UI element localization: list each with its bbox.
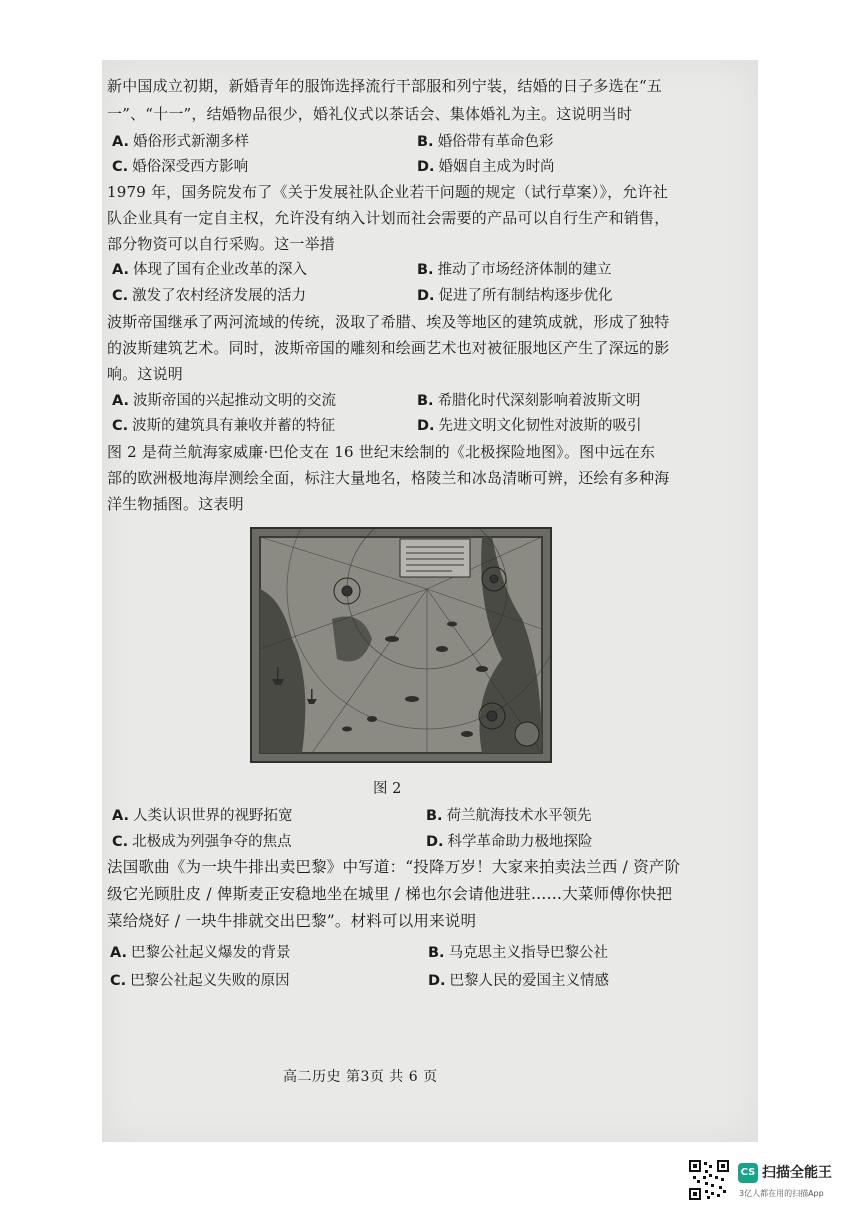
option-letter: A. bbox=[110, 945, 127, 961]
option-text: 婚俗深受西方影响 bbox=[132, 159, 249, 175]
q3-option-b[interactable] bbox=[417, 391, 641, 411]
option-letter: A. bbox=[112, 393, 129, 409]
camscanner-logo: CS bbox=[738, 1163, 758, 1183]
option-text: 波斯的建筑具有兼收并蓄的特征 bbox=[132, 418, 336, 434]
option-text: 婚俗带有革命色彩 bbox=[437, 134, 554, 150]
q1-option-b[interactable] bbox=[417, 132, 554, 152]
option-letter: D. bbox=[417, 418, 435, 434]
q2-option-a[interactable] bbox=[112, 260, 307, 280]
option-letter: B. bbox=[428, 945, 445, 961]
q2-option-b[interactable] bbox=[417, 260, 612, 280]
q5-option-d[interactable] bbox=[428, 971, 609, 991]
q3-stem-line-3: 响。这说明 bbox=[107, 365, 184, 383]
option-letter: D. bbox=[426, 834, 444, 850]
option-text: 婚俗形式新潮多样 bbox=[133, 134, 249, 150]
q2-option-d[interactable] bbox=[417, 286, 613, 306]
option-letter: B. bbox=[417, 134, 434, 150]
q3-option-a[interactable] bbox=[112, 391, 336, 411]
q1-stem-line-2: 一”、“十一”，结婚物品很少，婚礼仪式以茶话会、集体婚礼为主。这说明当时 bbox=[107, 105, 633, 123]
qr-code-icon bbox=[689, 1160, 729, 1200]
q1-stem-line-1: 新中国成立初期，新婚青年的服饰选择流行干部服和列宁装，结婚的日子多选在“五 bbox=[107, 77, 663, 95]
q5-stem-line-1: 法国歌曲《为一块牛排出卖巴黎》中写道：“投降万岁！大家来拍卖法兰西 / 资产阶 bbox=[107, 858, 681, 876]
q5-stem-line-3: 菜给烧好 / 一块牛排就交出巴黎”。材料可以用来说明 bbox=[107, 912, 477, 930]
q1-option-d[interactable] bbox=[417, 157, 555, 177]
q4-stem-line-2: 部的欧洲极地海岸测绘全面，标注大量地名，格陵兰和冰岛清晰可辨，还绘有多种海 bbox=[107, 469, 670, 487]
option-text: 婚姻自主成为时尚 bbox=[438, 159, 555, 175]
q5-option-a[interactable] bbox=[110, 943, 291, 963]
option-text: 推动了市场经济体制的建立 bbox=[437, 262, 612, 278]
option-text: 激发了农村经济发展的活力 bbox=[132, 288, 307, 304]
option-text: 巴黎人民的爱国主义情感 bbox=[449, 973, 610, 989]
q4-option-d[interactable] bbox=[426, 832, 593, 852]
option-text: 北极成为列强争夺的焦点 bbox=[132, 834, 292, 850]
option-text: 促进了所有制结构逐步优化 bbox=[438, 288, 613, 304]
page-footer: 高二历史 第3页 共 6 页 bbox=[283, 1069, 438, 1085]
q1-option-c[interactable] bbox=[112, 157, 248, 177]
option-letter: C. bbox=[112, 418, 129, 434]
q4-option-a[interactable] bbox=[112, 806, 293, 826]
arctic-map-illustration bbox=[250, 527, 552, 763]
q4-stem-line-1: 图 2 是荷兰航海家威廉·巴伦支在 16 世纪末绘制的《北极探险地图》。图中远在东 bbox=[107, 443, 656, 461]
q2-stem-line-1: 1979 年，国务院发布了《关于发展社队企业若干问题的规定（试行草案）》，允许社 bbox=[107, 183, 668, 201]
q4-option-b[interactable] bbox=[426, 806, 592, 826]
camscanner-tagline: 3亿人都在用的扫描App bbox=[739, 1189, 824, 1198]
q2-stem-line-2: 队企业具有一定自主权，允许没有纳入计划而社会需要的产品可以自行生产和销售， bbox=[107, 209, 670, 227]
option-text: 希腊化时代深刻影响着波斯文明 bbox=[437, 393, 641, 409]
option-text: 科学革命助力极地探险 bbox=[447, 834, 593, 850]
option-letter: A. bbox=[112, 808, 129, 824]
q4-option-c[interactable] bbox=[112, 832, 292, 852]
q5-option-c[interactable] bbox=[110, 971, 290, 991]
option-letter: C. bbox=[112, 288, 129, 304]
q3-option-c[interactable] bbox=[112, 416, 335, 436]
option-letter: A. bbox=[112, 262, 129, 278]
option-text: 荷兰航海技术水平领先 bbox=[446, 808, 592, 824]
option-letter: C. bbox=[112, 159, 129, 175]
q3-stem-line-2: 的波斯建筑艺术。同时，波斯帝国的雕刻和绘画艺术也对被征服地区产生了深远的影 bbox=[107, 339, 670, 357]
option-letter: C. bbox=[112, 834, 129, 850]
map-drawing bbox=[252, 529, 550, 761]
q2-option-c[interactable] bbox=[112, 286, 306, 306]
q2-stem-line-3: 部分物资可以自行采购。这一举措 bbox=[107, 235, 336, 253]
option-text: 人类认识世界的视野拓宽 bbox=[133, 808, 293, 824]
q5-stem-line-2: 级它光顾肚皮 / 俾斯麦正安稳地坐在城里 / 梯也尔会请他进驻……大菜师傅你快把 bbox=[107, 885, 673, 903]
option-text: 波斯帝国的兴起推动文明的交流 bbox=[133, 393, 336, 409]
option-text: 马克思主义指导巴黎公社 bbox=[448, 945, 609, 961]
q1-option-a[interactable] bbox=[112, 132, 249, 152]
option-letter: D. bbox=[417, 159, 435, 175]
q5-option-b[interactable] bbox=[428, 943, 608, 963]
q3-option-d[interactable] bbox=[417, 416, 642, 436]
q3-stem-line-1: 波斯帝国继承了两河流域的传统，汲取了希腊、埃及等地区的建筑成就，形成了独特 bbox=[107, 313, 670, 331]
option-text: 先进文明文化韧性对波斯的吸引 bbox=[438, 418, 642, 434]
option-letter: B. bbox=[417, 262, 434, 278]
option-letter: B. bbox=[426, 808, 443, 824]
figure-caption: 图 2 bbox=[373, 781, 402, 797]
option-text: 体现了国有企业改革的深入 bbox=[133, 262, 307, 278]
option-text: 巴黎公社起义失败的原因 bbox=[130, 973, 290, 989]
option-letter: A. bbox=[112, 134, 129, 150]
q4-stem-line-3: 洋生物插图。这表明 bbox=[107, 495, 244, 513]
option-letter: D. bbox=[428, 973, 446, 989]
option-letter: C. bbox=[110, 973, 127, 989]
option-letter: D. bbox=[417, 288, 435, 304]
option-text: 巴黎公社起义爆发的背景 bbox=[131, 945, 291, 961]
option-letter: B. bbox=[417, 393, 434, 409]
camscanner-name: 扫描全能王 bbox=[762, 1165, 832, 1181]
